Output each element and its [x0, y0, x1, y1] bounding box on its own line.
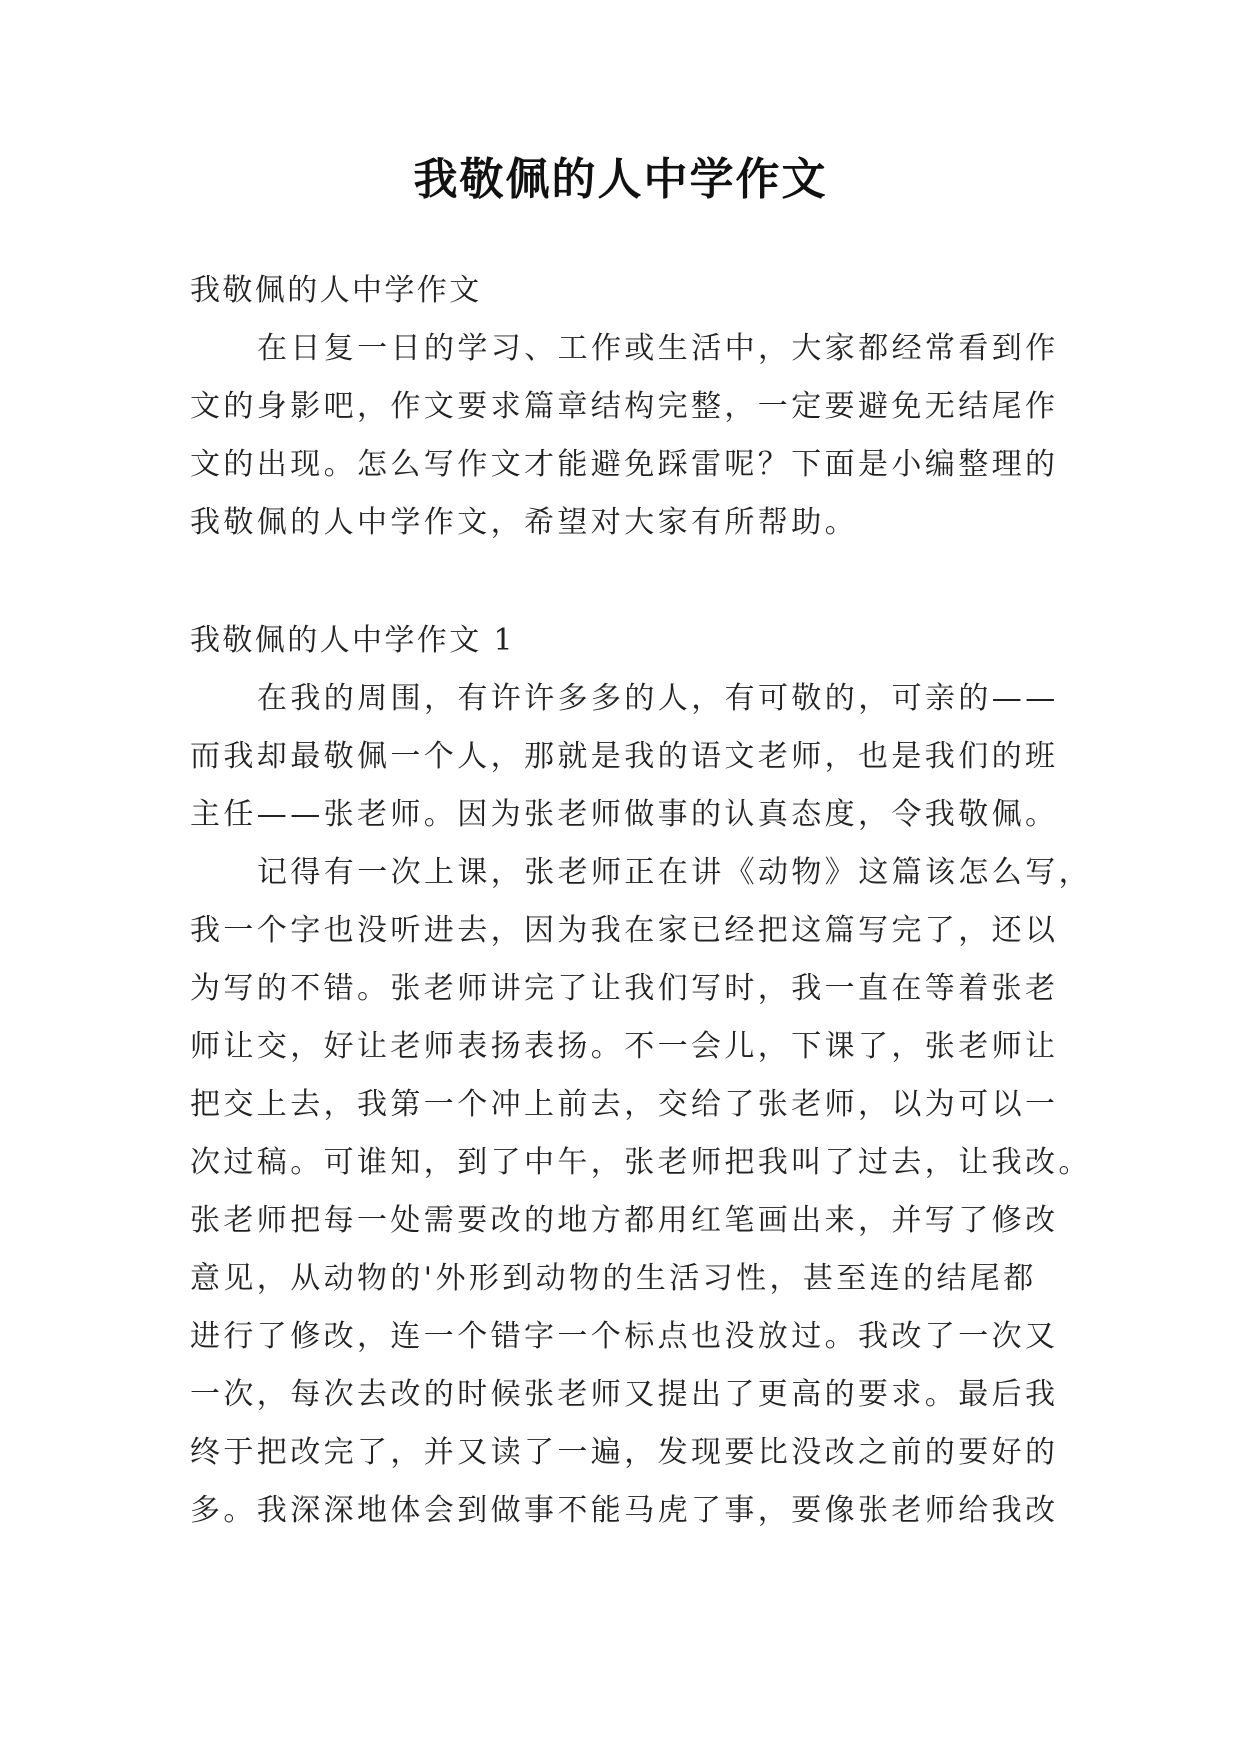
intro-line: 我敬佩的人中学作文，希望对大家有所帮助。 [190, 505, 858, 540]
paragraph-line: 为写的不错。张老师讲完了让我们写时，我一直在等着张老 [190, 971, 1059, 1006]
paragraph-line: 在我的周围，有许许多多的人，有可敬的，可亲的—— [257, 681, 1059, 716]
paragraph-line: 次过稿。可谁知，到了中午，张老师把我叫了过去，让我改。 [190, 1145, 1092, 1180]
paragraph-line: 而我却最敬佩一个人，那就是我的语文老师，也是我们的班 [190, 739, 1059, 774]
paragraph-line: 记得有一次上课，张老师正在讲《动物》这篇该怎么写， [257, 855, 1092, 890]
paragraph-line: 张老师把每一处需要改的地方都用红笔画出来，并写了修改 [190, 1203, 1059, 1238]
paragraph-line: 多。我深深地体会到做事不能马虎了事，要像张老师给我改 [190, 1493, 1059, 1528]
intro-line: 文的出现。怎么写作文才能避免踩雷呢？下面是小编整理的 [190, 447, 1059, 482]
paragraph-line: 主任——张老师。因为张老师做事的认真态度，令我敬佩。 [190, 797, 1059, 832]
paragraph-line: 师让交，好让老师表扬表扬。不一会儿，下课了，张老师让 [190, 1029, 1059, 1064]
essay-heading: 我敬佩的人中学作文 1 [190, 623, 516, 658]
paragraph-line: 意见，从动物的'外形到动物的生活习性，甚至连的结尾都 [190, 1261, 1037, 1296]
paragraph-line: 进行了修改，连一个错字一个标点也没放过。我改了一次又 [190, 1319, 1059, 1354]
intro-line: 文的身影吧，作文要求篇章结构完整，一定要避免无结尾作 [190, 389, 1059, 424]
intro-heading: 我敬佩的人中学作文 [190, 273, 482, 308]
paragraph-line: 终于把改完了，并又读了一遍，发现要比没改之前的要好的 [190, 1435, 1059, 1470]
paragraph-line: 把交上去，我第一个冲上前去，交给了张老师，以为可以一 [190, 1087, 1059, 1122]
paragraph-line: 一次，每次去改的时候张老师又提出了更高的要求。最后我 [190, 1377, 1059, 1412]
intro-line: 在日复一日的学习、工作或生活中，大家都经常看到作 [257, 331, 1059, 366]
paragraph-line: 我一个字也没听进去，因为我在家已经把这篇写完了，还以 [190, 913, 1059, 948]
document-title: 我敬佩的人中学作文 [413, 154, 828, 205]
